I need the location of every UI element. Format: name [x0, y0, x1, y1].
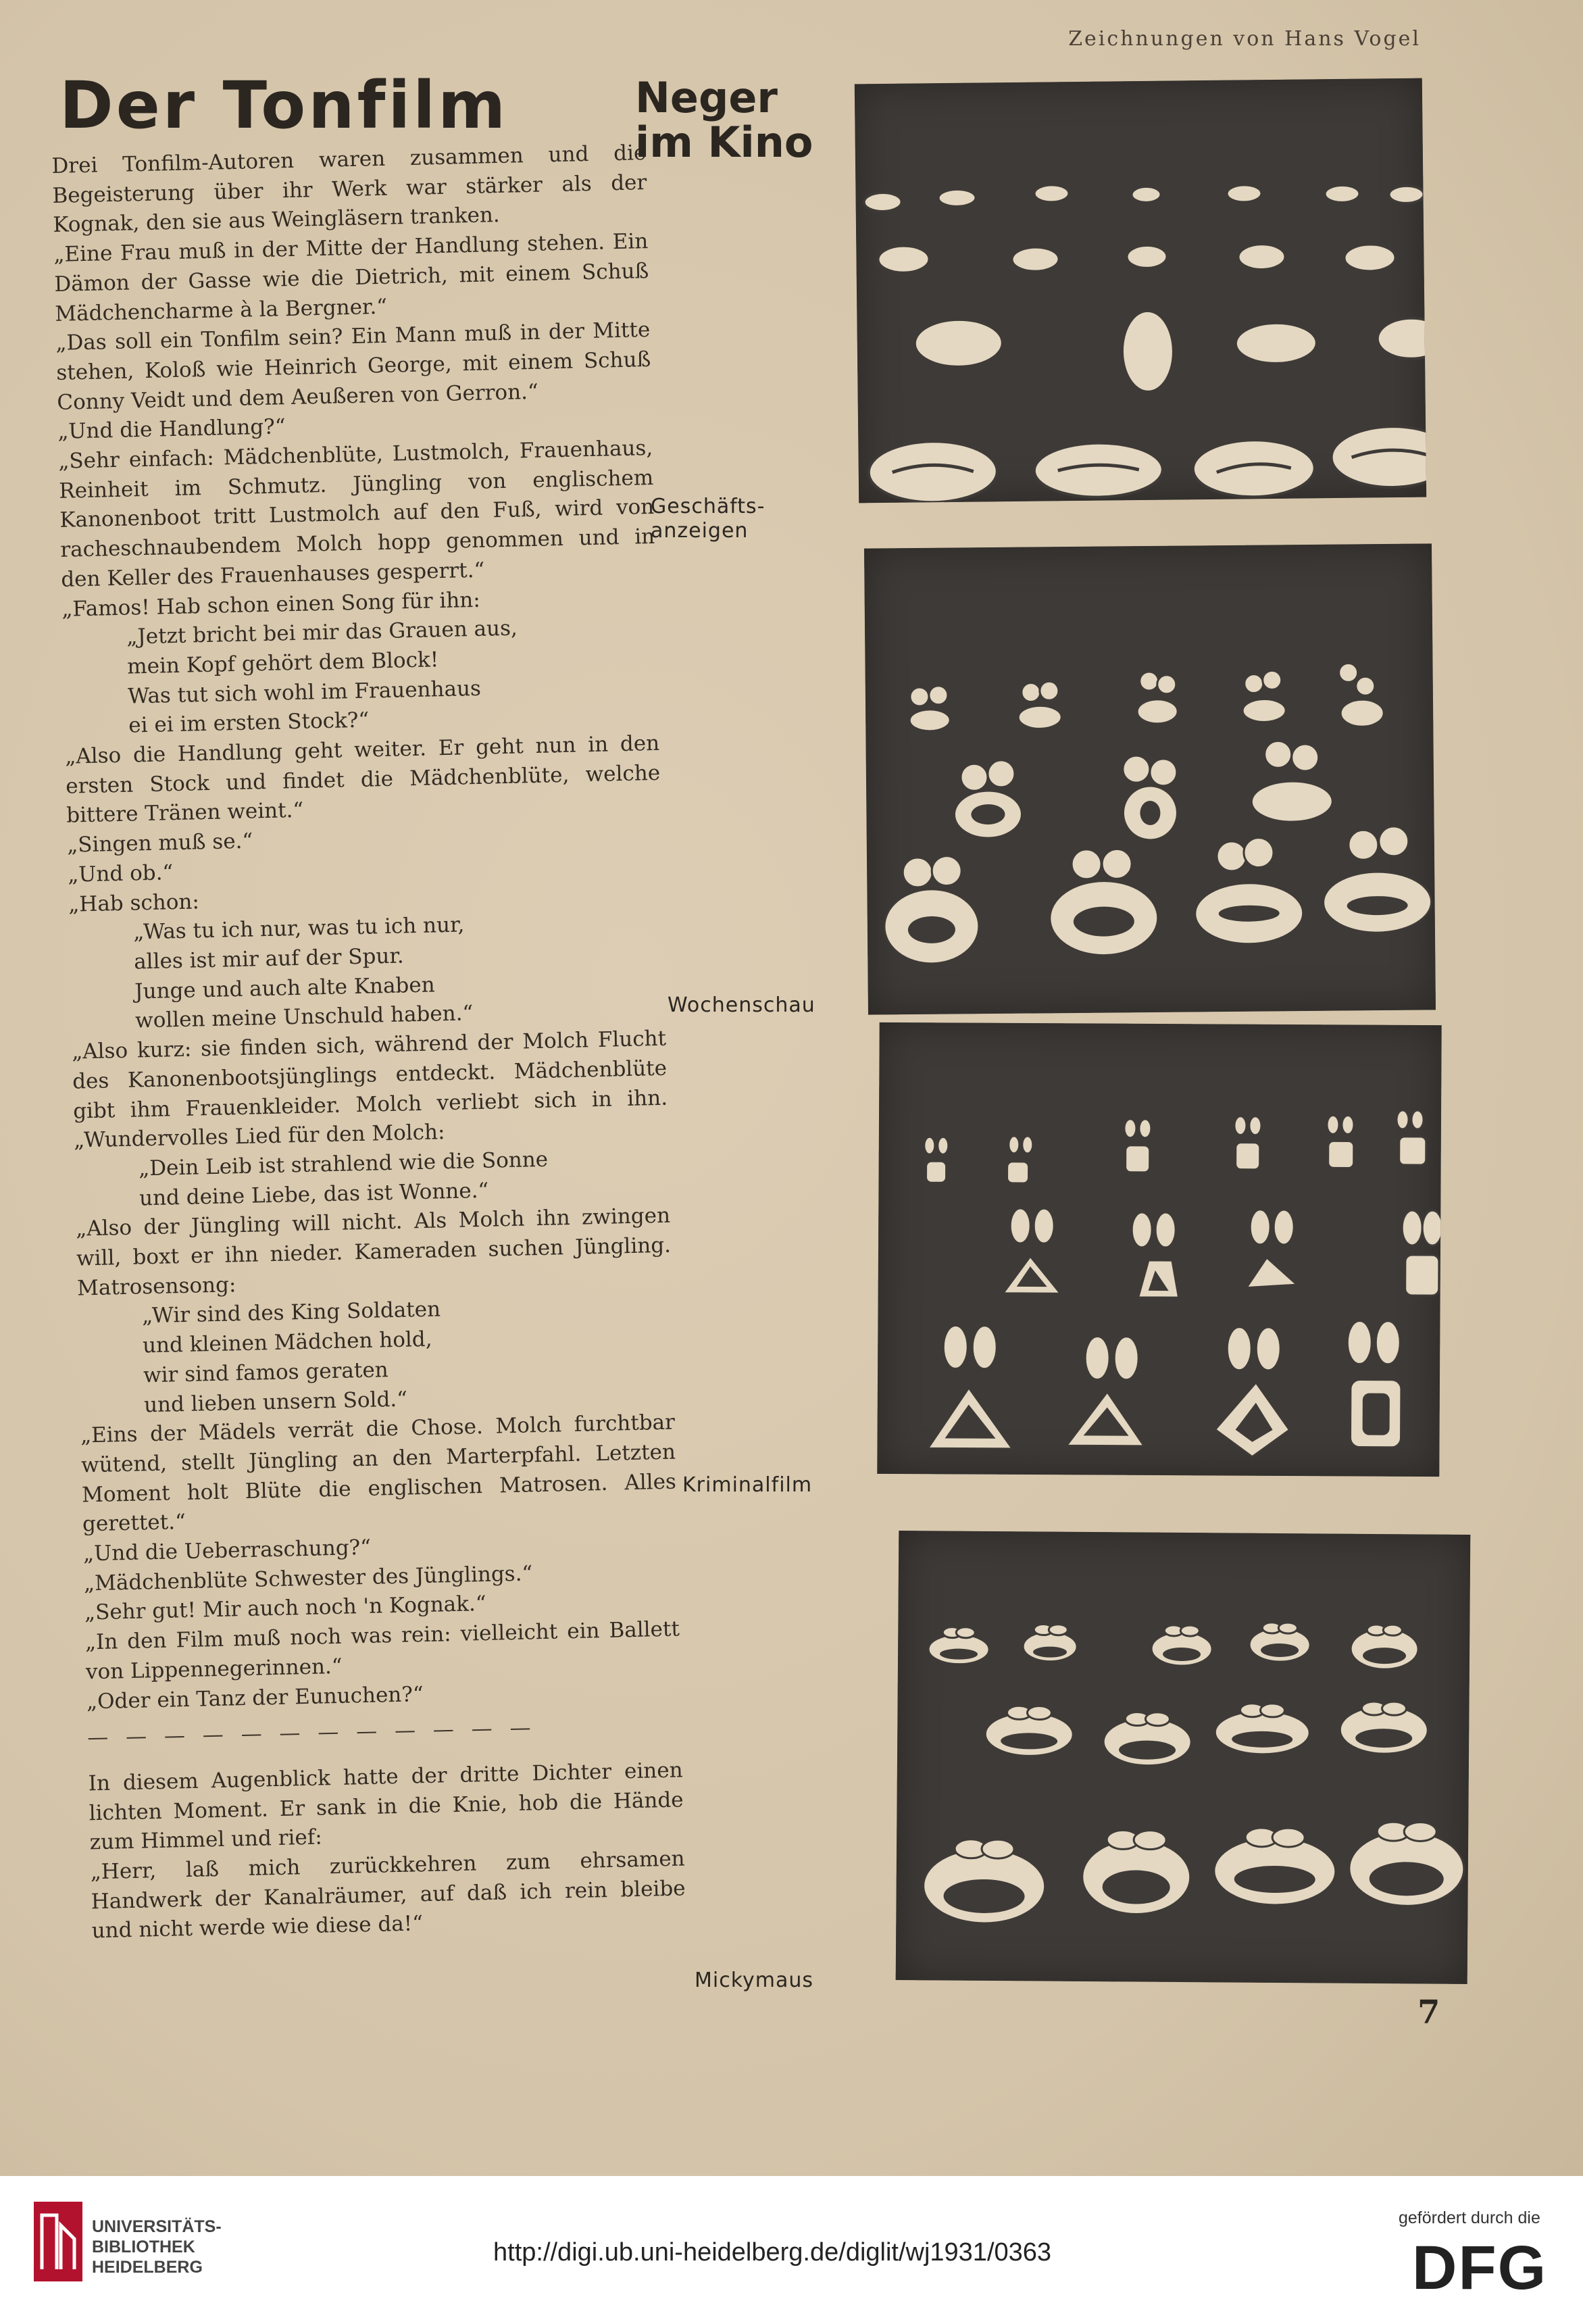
article-paragraph: „Und die Handlung?“ — [57, 414, 286, 445]
article-paragraph: „Und ob.“ — [67, 860, 174, 887]
verse-line: und kleinen Mädchen hold, — [142, 1327, 432, 1358]
verse-line: „Wir sind des King Soldaten — [141, 1297, 441, 1329]
article-paragraph: In diesem Augenblick hatte der dritte Dichter einen lichten Moment. Er sank in die Knie, hob die Hände zum Himmel und rief: — [88, 1758, 684, 1855]
caption-wochenschau: Wochenschau — [668, 993, 815, 1017]
institution-name-line: UNIVERSITÄTS- — [92, 2217, 222, 2236]
section-divider: — — — — — — — — — — — — — [86, 1715, 536, 1750]
caption-line: Geschäfts- — [651, 495, 765, 518]
institution-name-line: HEIDELBERG — [92, 2258, 203, 2277]
article-paragraph: „Und die Ueberraschung?“ — [82, 1535, 372, 1566]
institution-name — [92, 2217, 222, 2277]
article-paragraph: „Sehr gut! Mir auch noch 'n Kognak.“ — [84, 1591, 487, 1625]
panel-series-heading-line1: Neger — [635, 73, 778, 122]
permalink-url[interactable]: http://digi.ub.uni-heidelberg.de/diglit/wj1931/0363 — [493, 2238, 1052, 2267]
caption-line: anzeigen — [651, 519, 749, 543]
article-paragraph: „Eins der Mädels verrät die Chose. Molch furchtbar wütend, stellt Jüngling an den Marterpfahl. Letzten Moment holt Blüte die englischen Matrosen. Alles gerettet.“ — [80, 1410, 677, 1537]
verse-line: ei ei im ersten Stock?“ — [128, 708, 370, 738]
panel-series-heading — [635, 73, 813, 167]
verse-line: alles ist mir auf der Spur. — [133, 943, 405, 974]
article-paragraph: „Singen muß se.“ — [66, 829, 253, 858]
illustration-panel-wochenschau — [864, 543, 1436, 1014]
article-paragraph: „Famos! Hab schon einen Song für ihn: — [61, 587, 481, 622]
digitization-footer — [0, 2176, 1583, 2324]
grin-faces-drawing — [896, 1531, 1471, 1984]
verse-line: „Dein Leib ist strahlend wie die Sonne — [138, 1147, 549, 1181]
article-paragraph: „Das soll ein Tonfilm sein? Ein Mann muß in der Mitte stehen, Koloß wie Heinrich George, mit einem Schuß Conny Veidt und dem Aeußeren von Gerron.“ — [55, 318, 651, 415]
article-paragraph: „Mädchenblüte Schwester des Jünglings.“ — [83, 1561, 533, 1596]
article-paragraph: „Also kurz: sie finden sich, während der Molch Flucht des Kanonenbootsjünglings entdeckt. Mädchenblüte gibt ihm Frauenkleider. Molch verliebt sich in ihn. „Wundervolles Lied für den Molch: — [71, 1026, 668, 1153]
illustration-panel-kriminalfilm — [877, 1022, 1441, 1477]
caption-geschaeftsanzeigen — [651, 495, 765, 543]
article-title: Der Tonfilm — [59, 68, 509, 143]
article-body — [51, 139, 686, 1946]
verse-line: und lieben unsern Sold.“ — [143, 1387, 408, 1417]
article-paragraph: „In den Film muß noch was rein: vielleicht ein Ballett von Lippennegerinnen.“ — [84, 1616, 680, 1685]
lips-drawing — [855, 78, 1426, 503]
verse-line: „Jetzt bricht bei mir das Grauen aus, — [126, 616, 518, 649]
illustration-panel-geschaeftsanzeigen — [855, 78, 1426, 503]
funded-by-label: gefördert durch die — [1399, 2208, 1540, 2227]
article-paragraph: Drei Tonfilm-Autoren waren zusammen und die Begeisterung über ihr Werk war stärker als der Kognak, den sie aus Weingläsern tranken. — [51, 141, 647, 238]
article-paragraph: „Eine Frau muß in der Mitte der Handlung stehen. Ein Dämon der Gasse wie die Dietrich, mit einem Schuß Mädchencharme à la Bergner.“ — [53, 229, 649, 326]
illustration-panel-mickymaus — [896, 1531, 1471, 1984]
article-paragraph: „Sehr einfach: Mädchenblüte, Lustmolch, Frauenhaus, Reinheit im Schmutz. Jüngling von englischem Kanonenboot tritt Lustmolch auf den Fuß, wird von racheschnaubendem Molch hopp genommen und in den Keller des Frauenhauses gesperrt.“ — [57, 435, 655, 592]
page-number: 7 — [1417, 1994, 1440, 2031]
verse-line: Was tut sich wohl im Frauenhaus — [127, 676, 482, 709]
caption-kriminalfilm: Kriminalfilm — [682, 1473, 813, 1497]
verse-line: Junge und auch alte Knaben — [134, 972, 435, 1004]
verse-line: „Was tu ich nur, was tu ich nur, — [132, 912, 465, 945]
scared-faces-drawing — [877, 1022, 1441, 1477]
panel-series-heading-line2: im Kino — [635, 118, 813, 167]
university-library-logo-icon — [34, 2202, 82, 2281]
verse-line: wir sind famos geraten — [143, 1357, 389, 1388]
article-paragraph: „Herr, laß mich zurückkehren zum ehrsamen Handwerk der Kanalräumer, auf daß ich rein bleibe und nicht werde wie diese da!“ — [90, 1846, 686, 1944]
article-paragraph: „Hab schon: — [68, 889, 200, 917]
verse-line: und deine Liebe, das ist Wonne.“ — [139, 1178, 489, 1211]
dfg-logo: DFG — [1412, 2233, 1548, 2302]
article-paragraph: „Oder ein Tanz der Eunuchen?“ — [86, 1681, 424, 1714]
caption-mickymaus: Mickymaus — [695, 1969, 814, 1992]
article-paragraph: „Also der Jüngling will nicht. Als Molch ihn zwingen will, boxt er ihn nieder. Kameraden suchen Jüngling. Matrosensong: — [75, 1203, 672, 1301]
illustration-credit: Zeichnungen von Hans Vogel — [1068, 27, 1421, 51]
verse-line: mein Kopf gehört dem Block! — [126, 647, 439, 679]
verse-line: wollen meine Unschuld haben.“ — [134, 1001, 474, 1033]
article-paragraph: „Also die Handlung geht weiter. Er geht nun in den ersten Stock und findet die Mädchenblüte, welche bittere Tränen weint.“ — [64, 731, 661, 829]
eyes-lips-drawing — [864, 543, 1436, 1014]
institution-name-line: BIBLIOTHEK — [92, 2238, 195, 2256]
